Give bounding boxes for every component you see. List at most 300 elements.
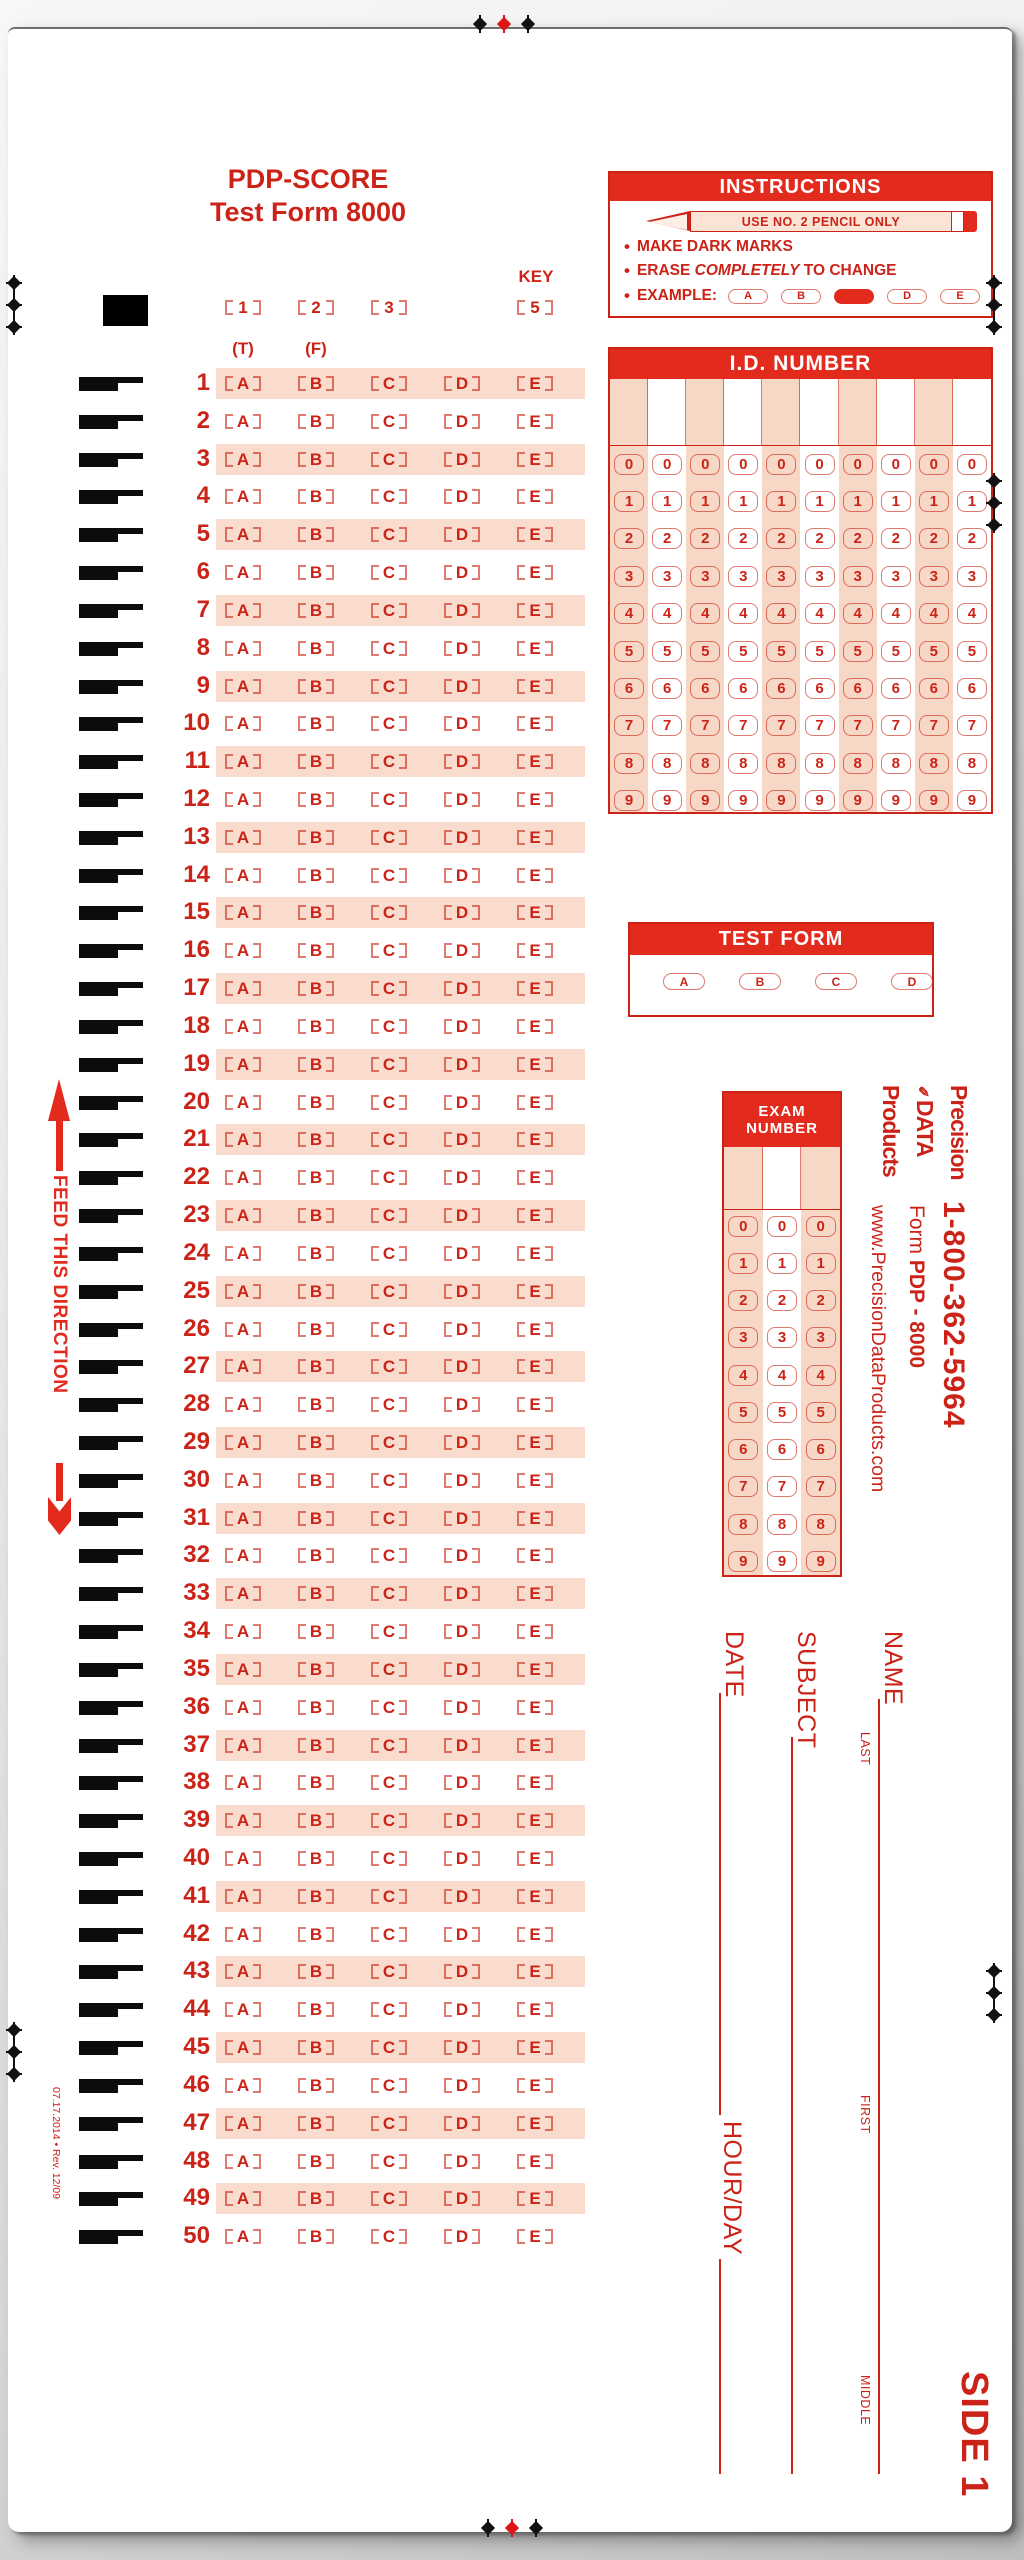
- answer-bubble-a[interactable]: [225, 449, 261, 469]
- answer-bubble-b[interactable]: [298, 1470, 334, 1490]
- id-digit-bubble-1[interactable]: 1: [843, 491, 873, 512]
- key-bubble-5[interactable]: [517, 300, 553, 315]
- exam-digit-bubble-4[interactable]: 4: [767, 1365, 797, 1386]
- answer-bubble-a[interactable]: [225, 563, 261, 583]
- answer-bubble-a[interactable]: [225, 2000, 261, 2020]
- answer-bubble-e[interactable]: [517, 979, 553, 999]
- id-digit-bubble-5[interactable]: 5: [919, 641, 949, 662]
- exam-digit-bubble-4[interactable]: 4: [728, 1365, 758, 1386]
- answer-bubble-d[interactable]: [444, 2113, 480, 2133]
- answer-bubble-e[interactable]: [517, 1016, 553, 1036]
- id-digit-bubble-0[interactable]: 0: [957, 454, 987, 475]
- answer-bubble-d[interactable]: [444, 2189, 480, 2209]
- answer-bubble-d[interactable]: [444, 752, 480, 772]
- id-digit-bubble-9[interactable]: 9: [957, 790, 987, 811]
- answer-bubble-e[interactable]: [517, 638, 553, 658]
- answer-bubble-c[interactable]: [371, 1395, 407, 1415]
- answer-bubble-b[interactable]: [298, 2000, 334, 2020]
- answer-bubble-e[interactable]: [517, 2189, 553, 2209]
- answer-bubble-d[interactable]: [444, 1924, 480, 1944]
- answer-bubble-c[interactable]: [371, 563, 407, 583]
- answer-bubble-d[interactable]: [444, 1243, 480, 1263]
- answer-bubble-e[interactable]: [517, 2000, 553, 2020]
- answer-bubble-c[interactable]: [371, 1811, 407, 1831]
- answer-bubble-c[interactable]: [371, 1886, 407, 1906]
- answer-bubble-a[interactable]: [225, 676, 261, 696]
- id-digit-bubble-2[interactable]: 2: [652, 528, 682, 549]
- answer-bubble-c[interactable]: [371, 1470, 407, 1490]
- answer-bubble-c[interactable]: [371, 1054, 407, 1074]
- id-digit-bubble-1[interactable]: 1: [728, 491, 758, 512]
- answer-bubble-b[interactable]: [298, 2189, 334, 2209]
- id-digit-bubble-8[interactable]: 8: [614, 753, 644, 774]
- id-digit-bubble-4[interactable]: 4: [805, 603, 835, 624]
- answer-bubble-b[interactable]: [298, 1432, 334, 1452]
- answer-bubble-e[interactable]: [517, 1811, 553, 1831]
- answer-bubble-d[interactable]: [444, 1735, 480, 1755]
- exam-digit-bubble-7[interactable]: 7: [806, 1476, 836, 1497]
- answer-bubble-b[interactable]: [298, 941, 334, 961]
- test-form-bubble-a[interactable]: A: [663, 973, 705, 990]
- answer-bubble-a[interactable]: [225, 1924, 261, 1944]
- answer-bubble-b[interactable]: [298, 2227, 334, 2247]
- answer-bubble-a[interactable]: [225, 2113, 261, 2133]
- answer-bubble-d[interactable]: [444, 790, 480, 810]
- id-digit-bubble-7[interactable]: 7: [919, 715, 949, 736]
- id-digit-bubble-0[interactable]: 0: [652, 454, 682, 475]
- answer-bubble-a[interactable]: [225, 1735, 261, 1755]
- answer-bubble-e[interactable]: [517, 1773, 553, 1793]
- answer-bubble-b[interactable]: [298, 1054, 334, 1074]
- answer-bubble-c[interactable]: [371, 1130, 407, 1150]
- answer-bubble-e[interactable]: [517, 752, 553, 772]
- id-digit-bubble-7[interactable]: 7: [843, 715, 873, 736]
- id-digit-bubble-1[interactable]: 1: [652, 491, 682, 512]
- answer-bubble-c[interactable]: [371, 1697, 407, 1717]
- answer-bubble-c[interactable]: [371, 525, 407, 545]
- answer-bubble-b[interactable]: [298, 600, 334, 620]
- answer-bubble-d[interactable]: [444, 1962, 480, 1982]
- exam-digit-bubble-8[interactable]: 8: [806, 1514, 836, 1535]
- key-bubble-2[interactable]: [298, 300, 334, 315]
- id-digit-bubble-9[interactable]: 9: [766, 790, 796, 811]
- answer-bubble-c[interactable]: [371, 1432, 407, 1452]
- id-digit-bubble-6[interactable]: 6: [652, 678, 682, 699]
- answer-bubble-c[interactable]: [371, 790, 407, 810]
- answer-bubble-a[interactable]: [225, 2038, 261, 2058]
- key-bubble-1[interactable]: [225, 300, 261, 315]
- subject-field-line[interactable]: [791, 1737, 793, 2474]
- answer-bubble-d[interactable]: [444, 903, 480, 923]
- exam-digit-bubble-6[interactable]: 6: [728, 1439, 758, 1460]
- answer-bubble-d[interactable]: [444, 2151, 480, 2171]
- id-digit-bubble-3[interactable]: 3: [614, 566, 644, 587]
- answer-bubble-d[interactable]: [444, 827, 480, 847]
- answer-bubble-c[interactable]: [371, 1243, 407, 1263]
- answer-bubble-c[interactable]: [371, 1735, 407, 1755]
- id-digit-bubble-7[interactable]: 7: [766, 715, 796, 736]
- answer-bubble-c[interactable]: [371, 1962, 407, 1982]
- key-bubble-3[interactable]: [371, 300, 407, 315]
- answer-bubble-b[interactable]: [298, 2038, 334, 2058]
- exam-digit-bubble-4[interactable]: 4: [806, 1365, 836, 1386]
- answer-bubble-b[interactable]: [298, 903, 334, 923]
- exam-digit-bubble-5[interactable]: 5: [806, 1402, 836, 1423]
- answer-bubble-e[interactable]: [517, 2038, 553, 2058]
- id-digit-bubble-4[interactable]: 4: [881, 603, 911, 624]
- answer-bubble-b[interactable]: [298, 1886, 334, 1906]
- id-digit-bubble-6[interactable]: 6: [957, 678, 987, 699]
- id-digit-bubble-4[interactable]: 4: [728, 603, 758, 624]
- answer-bubble-a[interactable]: [225, 1092, 261, 1112]
- exam-digit-bubble-7[interactable]: 7: [728, 1476, 758, 1497]
- answer-bubble-d[interactable]: [444, 487, 480, 507]
- answer-bubble-e[interactable]: [517, 2151, 553, 2171]
- answer-bubble-b[interactable]: [298, 1092, 334, 1112]
- answer-bubble-b[interactable]: [298, 1546, 334, 1566]
- answer-bubble-b[interactable]: [298, 487, 334, 507]
- id-digit-bubble-1[interactable]: 1: [805, 491, 835, 512]
- answer-bubble-b[interactable]: [298, 827, 334, 847]
- answer-bubble-e[interactable]: [517, 865, 553, 885]
- answer-bubble-b[interactable]: [298, 1130, 334, 1150]
- test-form-bubble-b[interactable]: B: [739, 973, 781, 990]
- answer-bubble-e[interactable]: [517, 376, 553, 391]
- exam-digit-bubble-2[interactable]: 2: [806, 1290, 836, 1311]
- answer-bubble-b[interactable]: [298, 2075, 334, 2095]
- answer-bubble-e[interactable]: [517, 600, 553, 620]
- answer-bubble-d[interactable]: [444, 1848, 480, 1868]
- id-digit-bubble-1[interactable]: 1: [957, 491, 987, 512]
- id-digit-bubble-4[interactable]: 4: [652, 603, 682, 624]
- id-digit-bubble-9[interactable]: 9: [843, 790, 873, 811]
- answer-bubble-a[interactable]: [225, 638, 261, 658]
- answer-bubble-d[interactable]: [444, 2075, 480, 2095]
- answer-bubble-b[interactable]: [298, 1243, 334, 1263]
- id-digit-bubble-4[interactable]: 4: [843, 603, 873, 624]
- answer-bubble-c[interactable]: [371, 1016, 407, 1036]
- answer-bubble-a[interactable]: [225, 865, 261, 885]
- answer-bubble-e[interactable]: [517, 1243, 553, 1263]
- answer-bubble-a[interactable]: [225, 1697, 261, 1717]
- answer-bubble-d[interactable]: [444, 1130, 480, 1150]
- id-digit-bubble-0[interactable]: 0: [766, 454, 796, 475]
- answer-bubble-d[interactable]: [444, 1773, 480, 1793]
- answer-bubble-c[interactable]: [371, 676, 407, 696]
- id-digit-bubble-1[interactable]: 1: [919, 491, 949, 512]
- id-digit-bubble-2[interactable]: 2: [919, 528, 949, 549]
- answer-bubble-e[interactable]: [517, 2227, 553, 2247]
- answer-bubble-d[interactable]: [444, 1432, 480, 1452]
- id-digit-bubble-1[interactable]: 1: [614, 491, 644, 512]
- answer-bubble-d[interactable]: [444, 1016, 480, 1036]
- exam-digit-bubble-9[interactable]: 9: [728, 1551, 758, 1572]
- answer-bubble-a[interactable]: [225, 1886, 261, 1906]
- answer-bubble-a[interactable]: [225, 1773, 261, 1793]
- answer-bubble-c[interactable]: [371, 1508, 407, 1528]
- answer-bubble-d[interactable]: [444, 1319, 480, 1339]
- exam-digit-bubble-1[interactable]: 1: [728, 1253, 758, 1274]
- id-digit-bubble-8[interactable]: 8: [843, 753, 873, 774]
- answer-bubble-a[interactable]: [225, 600, 261, 620]
- id-digit-bubble-1[interactable]: 1: [690, 491, 720, 512]
- exam-digit-bubble-2[interactable]: 2: [767, 1290, 797, 1311]
- answer-bubble-e[interactable]: [517, 1508, 553, 1528]
- answer-bubble-e[interactable]: [517, 1735, 553, 1755]
- id-digit-bubble-6[interactable]: 6: [690, 678, 720, 699]
- answer-bubble-c[interactable]: [371, 376, 407, 391]
- exam-digit-bubble-0[interactable]: 0: [806, 1216, 836, 1237]
- answer-bubble-a[interactable]: [225, 941, 261, 961]
- answer-bubble-d[interactable]: [444, 1281, 480, 1301]
- answer-bubble-a[interactable]: [225, 1470, 261, 1490]
- answer-bubble-b[interactable]: [298, 1962, 334, 1982]
- answer-bubble-d[interactable]: [444, 1470, 480, 1490]
- answer-bubble-e[interactable]: [517, 1357, 553, 1377]
- answer-bubble-b[interactable]: [298, 1773, 334, 1793]
- answer-bubble-e[interactable]: [517, 563, 553, 583]
- id-digit-bubble-5[interactable]: 5: [652, 641, 682, 662]
- answer-bubble-b[interactable]: [298, 1281, 334, 1301]
- exam-digit-bubble-2[interactable]: 2: [728, 1290, 758, 1311]
- answer-bubble-e[interactable]: [517, 449, 553, 469]
- answer-bubble-a[interactable]: [225, 525, 261, 545]
- id-digit-bubble-9[interactable]: 9: [805, 790, 835, 811]
- id-digit-bubble-8[interactable]: 8: [766, 753, 796, 774]
- answer-bubble-d[interactable]: [444, 676, 480, 696]
- answer-bubble-b[interactable]: [298, 1924, 334, 1944]
- exam-digit-bubble-7[interactable]: 7: [767, 1476, 797, 1497]
- id-digit-bubble-5[interactable]: 5: [690, 641, 720, 662]
- answer-bubble-d[interactable]: [444, 2000, 480, 2020]
- answer-bubble-e[interactable]: [517, 1659, 553, 1679]
- id-digit-bubble-9[interactable]: 9: [614, 790, 644, 811]
- answer-bubble-e[interactable]: [517, 525, 553, 545]
- answer-bubble-d[interactable]: [444, 1054, 480, 1074]
- answer-bubble-e[interactable]: [517, 1546, 553, 1566]
- id-digit-bubble-9[interactable]: 9: [690, 790, 720, 811]
- id-digit-bubble-3[interactable]: 3: [728, 566, 758, 587]
- date-field-line[interactable]: [719, 1693, 721, 2115]
- answer-bubble-a[interactable]: [225, 1659, 261, 1679]
- name-field-line[interactable]: [878, 1699, 880, 2474]
- id-digit-bubble-0[interactable]: 0: [843, 454, 873, 475]
- exam-digit-bubble-5[interactable]: 5: [767, 1402, 797, 1423]
- id-digit-bubble-7[interactable]: 7: [614, 715, 644, 736]
- answer-bubble-c[interactable]: [371, 752, 407, 772]
- answer-bubble-a[interactable]: [225, 1584, 261, 1604]
- answer-bubble-b[interactable]: [298, 1357, 334, 1377]
- answer-bubble-c[interactable]: [371, 1092, 407, 1112]
- answer-bubble-b[interactable]: [298, 865, 334, 885]
- answer-bubble-a[interactable]: [225, 827, 261, 847]
- answer-bubble-b[interactable]: [298, 2151, 334, 2171]
- answer-bubble-e[interactable]: [517, 714, 553, 734]
- answer-bubble-a[interactable]: [225, 1508, 261, 1528]
- answer-bubble-c[interactable]: [371, 1546, 407, 1566]
- answer-bubble-c[interactable]: [371, 2038, 407, 2058]
- id-digit-bubble-2[interactable]: 2: [614, 528, 644, 549]
- exam-digit-bubble-9[interactable]: 9: [767, 1551, 797, 1572]
- answer-bubble-a[interactable]: [225, 1206, 261, 1226]
- answer-bubble-c[interactable]: [371, 411, 407, 431]
- id-digit-bubble-6[interactable]: 6: [881, 678, 911, 699]
- answer-bubble-a[interactable]: [225, 2151, 261, 2171]
- id-digit-bubble-7[interactable]: 7: [690, 715, 720, 736]
- answer-bubble-e[interactable]: [517, 1962, 553, 1982]
- answer-bubble-a[interactable]: [225, 1281, 261, 1301]
- answer-bubble-c[interactable]: [371, 449, 407, 469]
- answer-bubble-c[interactable]: [371, 2189, 407, 2209]
- answer-bubble-a[interactable]: [225, 1054, 261, 1074]
- answer-bubble-c[interactable]: [371, 1659, 407, 1679]
- id-digit-bubble-6[interactable]: 6: [614, 678, 644, 699]
- answer-bubble-d[interactable]: [444, 1622, 480, 1642]
- id-digit-bubble-0[interactable]: 0: [805, 454, 835, 475]
- id-digit-bubble-2[interactable]: 2: [690, 528, 720, 549]
- answer-bubble-a[interactable]: [225, 1546, 261, 1566]
- id-digit-bubble-2[interactable]: 2: [881, 528, 911, 549]
- answer-bubble-e[interactable]: [517, 2113, 553, 2133]
- answer-bubble-e[interactable]: [517, 1319, 553, 1339]
- id-digit-bubble-5[interactable]: 5: [766, 641, 796, 662]
- answer-bubble-a[interactable]: [225, 1432, 261, 1452]
- answer-bubble-d[interactable]: [444, 563, 480, 583]
- exam-digit-bubble-3[interactable]: 3: [767, 1327, 797, 1348]
- id-digit-bubble-6[interactable]: 6: [919, 678, 949, 699]
- answer-bubble-a[interactable]: [225, 1622, 261, 1642]
- exam-digit-bubble-0[interactable]: 0: [767, 1216, 797, 1237]
- id-digit-bubble-1[interactable]: 1: [766, 491, 796, 512]
- answer-bubble-b[interactable]: [298, 979, 334, 999]
- answer-bubble-b[interactable]: [298, 1622, 334, 1642]
- id-digit-bubble-2[interactable]: 2: [766, 528, 796, 549]
- exam-digit-bubble-1[interactable]: 1: [767, 1253, 797, 1274]
- exam-digit-bubble-6[interactable]: 6: [806, 1439, 836, 1460]
- answer-bubble-e[interactable]: [517, 1281, 553, 1301]
- id-digit-bubble-9[interactable]: 9: [919, 790, 949, 811]
- id-digit-bubble-7[interactable]: 7: [957, 715, 987, 736]
- id-digit-bubble-3[interactable]: 3: [881, 566, 911, 587]
- answer-bubble-a[interactable]: [225, 1395, 261, 1415]
- answer-bubble-e[interactable]: [517, 1395, 553, 1415]
- answer-bubble-d[interactable]: [444, 1659, 480, 1679]
- id-digit-bubble-6[interactable]: 6: [766, 678, 796, 699]
- id-digit-bubble-2[interactable]: 2: [843, 528, 873, 549]
- id-digit-bubble-0[interactable]: 0: [919, 454, 949, 475]
- id-digit-bubble-2[interactable]: 2: [957, 528, 987, 549]
- answer-bubble-a[interactable]: [225, 2189, 261, 2209]
- answer-bubble-c[interactable]: [371, 2000, 407, 2020]
- exam-digit-bubble-3[interactable]: 3: [728, 1327, 758, 1348]
- answer-bubble-a[interactable]: [225, 1130, 261, 1150]
- answer-bubble-a[interactable]: [225, 487, 261, 507]
- id-digit-bubble-8[interactable]: 8: [652, 753, 682, 774]
- answer-bubble-e[interactable]: [517, 1054, 553, 1074]
- answer-bubble-b[interactable]: [298, 1659, 334, 1679]
- id-digit-bubble-5[interactable]: 5: [728, 641, 758, 662]
- answer-bubble-e[interactable]: [517, 1584, 553, 1604]
- exam-digit-bubble-9[interactable]: 9: [806, 1551, 836, 1572]
- answer-bubble-e[interactable]: [517, 903, 553, 923]
- id-digit-bubble-5[interactable]: 5: [881, 641, 911, 662]
- id-digit-bubble-8[interactable]: 8: [957, 753, 987, 774]
- answer-bubble-d[interactable]: [444, 525, 480, 545]
- answer-bubble-a[interactable]: [225, 1243, 261, 1263]
- answer-bubble-e[interactable]: [517, 941, 553, 961]
- answer-bubble-c[interactable]: [371, 1848, 407, 1868]
- id-digit-bubble-9[interactable]: 9: [652, 790, 682, 811]
- answer-bubble-d[interactable]: [444, 1811, 480, 1831]
- answer-bubble-d[interactable]: [444, 1546, 480, 1566]
- id-digit-bubble-3[interactable]: 3: [957, 566, 987, 587]
- answer-bubble-c[interactable]: [371, 1206, 407, 1226]
- answer-bubble-b[interactable]: [298, 1508, 334, 1528]
- answer-bubble-c[interactable]: [371, 1168, 407, 1188]
- test-form-bubble-d[interactable]: D: [891, 973, 933, 990]
- answer-bubble-e[interactable]: [517, 1886, 553, 1906]
- id-digit-bubble-5[interactable]: 5: [957, 641, 987, 662]
- answer-bubble-d[interactable]: [444, 714, 480, 734]
- id-digit-bubble-6[interactable]: 6: [843, 678, 873, 699]
- answer-bubble-b[interactable]: [298, 1848, 334, 1868]
- answer-bubble-d[interactable]: [444, 1508, 480, 1528]
- id-digit-bubble-3[interactable]: 3: [652, 566, 682, 587]
- hour-day-field-line[interactable]: [719, 2259, 721, 2474]
- answer-bubble-e[interactable]: [517, 411, 553, 431]
- id-digit-bubble-1[interactable]: 1: [881, 491, 911, 512]
- answer-bubble-e[interactable]: [517, 1168, 553, 1188]
- answer-bubble-e[interactable]: [517, 676, 553, 696]
- id-digit-bubble-7[interactable]: 7: [728, 715, 758, 736]
- answer-bubble-b[interactable]: [298, 376, 334, 391]
- answer-bubble-c[interactable]: [371, 1319, 407, 1339]
- answer-bubble-e[interactable]: [517, 1470, 553, 1490]
- exam-digit-bubble-5[interactable]: 5: [728, 1402, 758, 1423]
- answer-bubble-a[interactable]: [225, 2227, 261, 2247]
- answer-bubble-b[interactable]: [298, 411, 334, 431]
- answer-bubble-b[interactable]: [298, 1811, 334, 1831]
- test-form-bubble-c[interactable]: C: [815, 973, 857, 990]
- exam-digit-bubble-8[interactable]: 8: [767, 1514, 797, 1535]
- id-digit-bubble-3[interactable]: 3: [766, 566, 796, 587]
- answer-bubble-d[interactable]: [444, 1395, 480, 1415]
- answer-bubble-b[interactable]: [298, 1206, 334, 1226]
- id-digit-bubble-8[interactable]: 8: [805, 753, 835, 774]
- answer-bubble-d[interactable]: [444, 449, 480, 469]
- answer-bubble-d[interactable]: [444, 941, 480, 961]
- id-digit-bubble-7[interactable]: 7: [881, 715, 911, 736]
- answer-bubble-b[interactable]: [298, 1395, 334, 1415]
- answer-bubble-a[interactable]: [225, 1016, 261, 1036]
- answer-bubble-b[interactable]: [298, 752, 334, 772]
- answer-bubble-c[interactable]: [371, 1773, 407, 1793]
- answer-bubble-b[interactable]: [298, 563, 334, 583]
- answer-bubble-c[interactable]: [371, 2113, 407, 2133]
- answer-bubble-a[interactable]: [225, 1357, 261, 1377]
- answer-bubble-c[interactable]: [371, 827, 407, 847]
- answer-bubble-e[interactable]: [517, 2075, 553, 2095]
- answer-bubble-e[interactable]: [517, 1206, 553, 1226]
- answer-bubble-a[interactable]: [225, 903, 261, 923]
- id-digit-bubble-8[interactable]: 8: [881, 753, 911, 774]
- answer-bubble-b[interactable]: [298, 525, 334, 545]
- answer-bubble-c[interactable]: [371, 1357, 407, 1377]
- id-digit-bubble-2[interactable]: 2: [805, 528, 835, 549]
- id-digit-bubble-3[interactable]: 3: [690, 566, 720, 587]
- answer-bubble-c[interactable]: [371, 1622, 407, 1642]
- answer-bubble-c[interactable]: [371, 638, 407, 658]
